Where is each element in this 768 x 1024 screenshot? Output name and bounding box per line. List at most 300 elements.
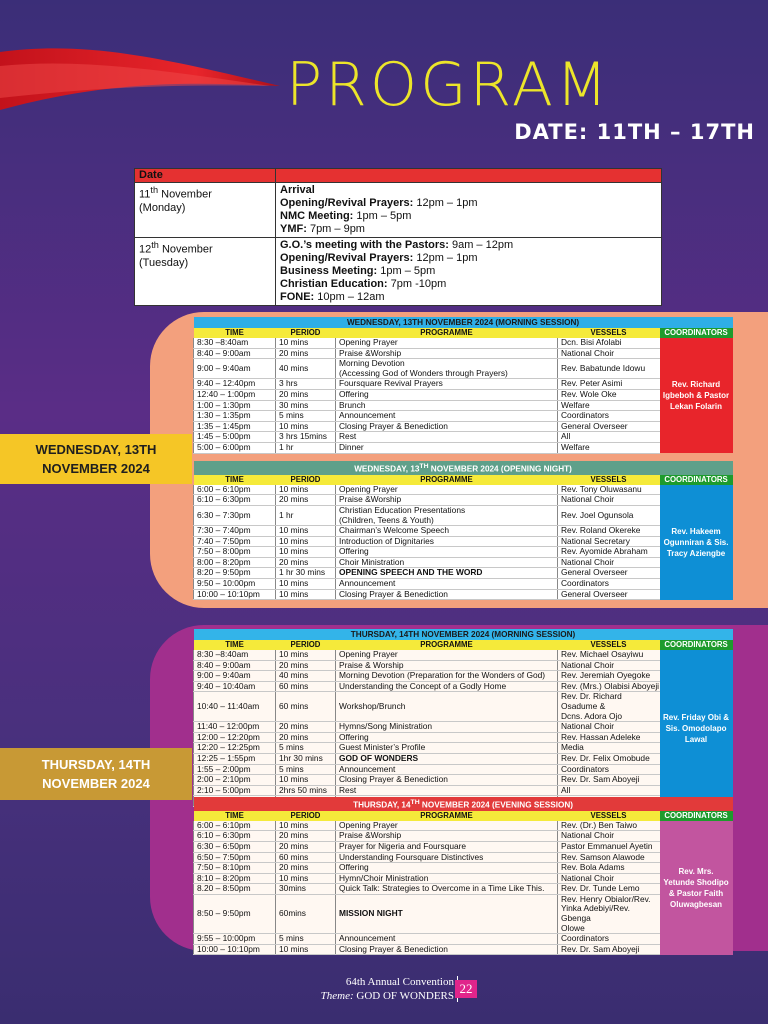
cell-period: 30 mins — [276, 400, 336, 411]
cell-time: 8:00 – 8:20pm — [194, 557, 276, 568]
cell-time: 1:00 – 1:30pm — [194, 400, 276, 411]
cell-vessels: National Choir — [558, 873, 660, 884]
day-label-line2: NOVEMBER 2024 — [42, 776, 150, 791]
arrival-date-cell — [135, 238, 276, 306]
arrival-activity-label: NMC Meeting: — [280, 210, 354, 222]
cell-vessels: Welfare — [558, 400, 660, 411]
session-banner — [194, 461, 733, 475]
column-header-programme: PROGRAMME — [336, 475, 558, 485]
arrival-activity-value: 9am – 12pm — [448, 239, 514, 251]
cell-period: 5 mins — [276, 764, 336, 775]
column-header-time: TIME — [194, 475, 276, 485]
arrival-activity-label: G.O.’s meeting with the Pastors: — [280, 239, 449, 251]
cell-time: 8:10 – 8:20pm — [194, 873, 276, 884]
table-row — [194, 442, 733, 453]
cell-time: 6:30 – 7:30pm — [194, 505, 276, 525]
arrival-activity-value: 12pm – 1pm — [413, 197, 478, 209]
arrival-activity — [280, 197, 657, 210]
cell-vessels: Coordinators — [558, 764, 660, 775]
cell-programme: MISSION NIGHT — [336, 894, 558, 933]
column-header-period: PERIOD — [276, 475, 336, 485]
cell-vessels: Rev. Tony Oluwasanu — [558, 485, 660, 495]
cell-time: 12:25 – 1:55pm — [194, 753, 276, 764]
cell-period: 20 mins — [276, 722, 336, 733]
arrival-date-sup: th — [151, 240, 159, 250]
arrival-row — [135, 238, 662, 306]
arrival-date-weekday: (Monday) — [139, 201, 186, 214]
column-header-period: PERIOD — [276, 811, 336, 821]
column-header-period: PERIOD — [276, 640, 336, 650]
cell-vessels: Media — [558, 743, 660, 754]
column-header-coordinators: COORDINATORS — [660, 328, 733, 338]
cell-time: 9:50 – 10:00pm — [194, 579, 276, 590]
table-row — [194, 400, 733, 411]
cell-programme: Offering — [336, 863, 558, 874]
cell-period: 10 mins — [276, 873, 336, 884]
arrival-body — [135, 183, 662, 306]
cell-programme: Morning Devotion (Accessing God of Wonders through Prayers) — [336, 359, 558, 379]
cell-time: 8:20 – 9:50pm — [194, 568, 276, 579]
cell-vessels: Rev. Peter Asimi — [558, 379, 660, 390]
cell-programme: Foursquare Revival Prayers — [336, 379, 558, 390]
wednesday-day-label — [0, 434, 192, 484]
arrival-activity — [280, 252, 657, 265]
session-banner — [194, 797, 733, 811]
cell-time: 6:10 – 6:30pm — [194, 495, 276, 506]
arrival-date-weekday: (Tuesday) — [139, 256, 189, 269]
table-row — [194, 732, 733, 743]
cell-period: 10 mins — [276, 944, 336, 955]
cell-period: 3 hrs 15mins — [276, 432, 336, 443]
table-row — [194, 411, 733, 422]
cell-programme: Christian Education Presentations (Children, Teens & Youth) — [336, 505, 558, 525]
cell-period: 10 mins — [276, 650, 336, 660]
table-row — [194, 873, 733, 884]
cell-time: 2:00 – 2:10pm — [194, 775, 276, 786]
cell-period: 10 mins — [276, 821, 336, 831]
cell-programme: Opening Prayer — [336, 650, 558, 660]
cell-time: 7:50 – 8:00pm — [194, 547, 276, 558]
table-row — [194, 863, 733, 874]
arrival-activity-label: YMF: — [280, 223, 307, 235]
arrival-activity-label: Arrival — [280, 184, 315, 196]
table-row — [194, 536, 733, 547]
cell-programme: Quick Talk: Strategies to Overcome in a Time Like This. — [336, 884, 558, 895]
table-row — [194, 934, 733, 945]
session-banner-pre: THURSDAY, 14 — [353, 800, 411, 810]
arrival-activity — [280, 278, 657, 291]
coordinators-cell: Rev. Mrs. Yetunde Shodipo & Pastor Faith Oluwagbesan — [660, 821, 733, 955]
cell-period: 20 mins — [276, 732, 336, 743]
arrival-date-sup: th — [150, 185, 159, 195]
table-row — [194, 389, 733, 400]
cell-vessels: Rev. Dr. Richard Osadume & Dcns. Adora Ojo — [558, 692, 660, 722]
cell-programme: Workshop/Brunch — [336, 692, 558, 722]
table-row — [194, 338, 733, 348]
cell-vessels: Dcn. Bisi Afolabi — [558, 338, 660, 348]
table-row — [194, 589, 733, 600]
cell-vessels: Rev. Wole Oke — [558, 389, 660, 400]
cell-period: 10 mins — [276, 775, 336, 786]
cell-time: 10:00 – 10:10pm — [194, 944, 276, 955]
arrival-activity — [280, 223, 657, 236]
table-row — [194, 785, 733, 796]
cell-time: 9:55 – 10:00pm — [194, 934, 276, 945]
table-row — [194, 692, 733, 722]
cell-time: 10:00 – 10:10pm — [194, 589, 276, 600]
column-header-coordinators: COORDINATORS — [660, 811, 733, 821]
cell-time: 6:30 – 6:50pm — [194, 841, 276, 852]
date-range: DATE: 11TH – 17TH — [514, 120, 755, 144]
cell-vessels: Rev. Babatunde Idowu — [558, 359, 660, 379]
cell-period: 1hr 30 mins — [276, 753, 336, 764]
arrival-date-month: November — [158, 188, 212, 201]
cell-time: 9:00 – 9:40am — [194, 359, 276, 379]
session-banner-pre: WEDNESDAY, 13 — [354, 464, 420, 474]
table-row — [194, 359, 733, 379]
cell-vessels: Coordinators — [558, 579, 660, 590]
cell-time: 12:40 – 1:00pm — [194, 389, 276, 400]
arrival-activity-value: 12pm – 1pm — [413, 252, 478, 264]
cell-vessels: General Overseer — [558, 421, 660, 432]
arrival-activity-value: 1pm – 5pm — [377, 265, 436, 277]
arrival-date-day: 11 — [139, 188, 151, 201]
column-header-row — [194, 475, 733, 485]
session-banner-post: NOVEMBER 2024 (EVENING SESSION) — [419, 800, 573, 810]
arrival-activity — [280, 210, 657, 223]
cell-vessels: National Secretary — [558, 536, 660, 547]
footer — [300, 976, 480, 1006]
cell-programme: Praise &Worship — [336, 495, 558, 506]
cell-programme: Hymns/Song Ministration — [336, 722, 558, 733]
column-header-vessels: VESSELS — [558, 328, 660, 338]
cell-vessels: Rev. (Mrs.) Olabisi Aboyeji — [558, 681, 660, 692]
cell-vessels: All — [558, 432, 660, 443]
cell-programme: Morning Devotion (Preparation for the Wonders of God) — [336, 671, 558, 682]
footer-theme-value: GOD OF WONDERS — [353, 990, 454, 1002]
column-header-time: TIME — [194, 328, 276, 338]
arrival-date-month: November — [158, 243, 213, 256]
table-row — [194, 884, 733, 895]
session-banner-row — [194, 317, 733, 328]
cell-vessels: Rev. Michael Osayiwu — [558, 650, 660, 660]
arrival-activity — [280, 265, 657, 278]
cell-programme: Prayer for Nigeria and Foursquare — [336, 841, 558, 852]
table-row — [194, 557, 733, 568]
cell-vessels: Rev. (Dr.) Ben Taiwo — [558, 821, 660, 831]
cell-time: 5:00 – 6:00pm — [194, 442, 276, 453]
cell-programme: Understanding Foursquare Distinctives — [336, 852, 558, 863]
cell-programme: Closing Prayer & Benediction — [336, 775, 558, 786]
cell-programme: Offering — [336, 389, 558, 400]
cell-period: 40 mins — [276, 359, 336, 379]
session-banner-row — [194, 797, 733, 811]
table-row — [194, 743, 733, 754]
arrival-activities-cell — [276, 183, 662, 238]
cell-vessels: Welfare — [558, 442, 660, 453]
cell-period: 20 mins — [276, 660, 336, 671]
cell-time: 8.20 – 8:50pm — [194, 884, 276, 895]
column-header-coordinators: COORDINATORS — [660, 475, 733, 485]
arrival-activity-value: 10pm – 12am — [314, 291, 385, 303]
cell-time: 8:40 – 9:00am — [194, 660, 276, 671]
cell-period: 60 mins — [276, 681, 336, 692]
cell-programme: Praise &Worship — [336, 831, 558, 842]
cell-time: 6:10 – 6:30pm — [194, 831, 276, 842]
cell-programme: Rest — [336, 432, 558, 443]
table-row — [194, 753, 733, 764]
cell-period: 10 mins — [276, 547, 336, 558]
cell-programme: Announcement — [336, 579, 558, 590]
table-row — [194, 505, 733, 525]
cell-programme: OPENING SPEECH AND THE WORD — [336, 568, 558, 579]
cell-time: 12:00 – 12:20pm — [194, 732, 276, 743]
table-row — [194, 852, 733, 863]
cell-period: 1 hr 30 mins — [276, 568, 336, 579]
table-row — [194, 650, 733, 660]
arrival-blank-header — [276, 169, 662, 183]
footer-convention: 64th Annual Convention — [345, 976, 454, 988]
cell-period: 2hrs 50 mins — [276, 785, 336, 796]
cell-time: 8:30 –8:40am — [194, 338, 276, 348]
cell-vessels: Rev. Dr. Tunde Lemo — [558, 884, 660, 895]
cell-time: 9:40 – 12:40pm — [194, 379, 276, 390]
cell-programme: Guest Minister’s Profile — [336, 743, 558, 754]
cell-period: 30mins — [276, 884, 336, 895]
cell-period: 60mins — [276, 894, 336, 933]
table-row — [194, 681, 733, 692]
column-header-vessels: VESSELS — [558, 475, 660, 485]
cell-vessels: Rev. Ayomide Abraham — [558, 547, 660, 558]
cell-programme: Rest — [336, 785, 558, 796]
cell-time: 7:30 – 7:40pm — [194, 526, 276, 537]
cell-time: 10:40 – 11:40am — [194, 692, 276, 722]
cell-programme: Hymn/Choir Ministration — [336, 873, 558, 884]
cell-vessels: National Choir — [558, 495, 660, 506]
cell-programme: Closing Prayer & Benediction — [336, 421, 558, 432]
coordinators-cell: Rev. Hakeem Ogunniran & Sis. Tracy Aziengbe — [660, 485, 733, 600]
coordinators-cell: Rev. Richard Igbeboh & Pastor Lekan Folarin — [660, 338, 733, 453]
column-header-time: TIME — [194, 811, 276, 821]
cell-programme: Understanding the Concept of a Godly Home — [336, 681, 558, 692]
day-label-line1: THURSDAY, 14TH — [41, 757, 151, 772]
table-row — [194, 432, 733, 443]
column-header-programme: PROGRAMME — [336, 328, 558, 338]
cell-programme: Praise & Worship — [336, 660, 558, 671]
arrival-activity-value: 7pm – 9pm — [306, 223, 365, 235]
cell-programme: Opening Prayer — [336, 821, 558, 831]
cell-time: 1:45 – 5:00pm — [194, 432, 276, 443]
thursday-day-label — [0, 748, 192, 800]
cell-period: 60 mins — [276, 692, 336, 722]
cell-period: 20 mins — [276, 495, 336, 506]
cell-time: 12:20 – 12:25pm — [194, 743, 276, 754]
arrival-activities-cell — [276, 238, 662, 306]
cell-time: 11:40 – 12:00pm — [194, 722, 276, 733]
cell-period: 40 mins — [276, 671, 336, 682]
cell-time: 6:50 – 7:50pm — [194, 852, 276, 863]
cell-programme: Chairman’s Welcome Speech — [336, 526, 558, 537]
cell-vessels: Rev. Roland Okereke — [558, 526, 660, 537]
cell-programme: Announcement — [336, 764, 558, 775]
session-banner-sup: TH — [410, 799, 420, 806]
column-header-programme: PROGRAMME — [336, 811, 558, 821]
schedule-table-thursday-evening — [193, 797, 733, 955]
cell-programme: Announcement — [336, 934, 558, 945]
column-header-row — [194, 328, 733, 338]
arrival-date-header: Date — [135, 169, 276, 183]
session-banner-post: NOVEMBER 2024 (OPENING NIGHT) — [428, 464, 572, 474]
cell-period: 10 mins — [276, 485, 336, 495]
cell-period: 10 mins — [276, 338, 336, 348]
cell-time: 8:50 – 9:50pm — [194, 894, 276, 933]
cell-period: 1 hr — [276, 505, 336, 525]
table-row — [194, 671, 733, 682]
table-row — [194, 660, 733, 671]
table-row — [194, 944, 733, 955]
table-row — [194, 547, 733, 558]
cell-time: 7:40 – 7:50pm — [194, 536, 276, 547]
cell-vessels: Rev. Henry Obialor/Rev. Yinka Adebiyi/Rev. Gbenga Olowe — [558, 894, 660, 933]
arrival-activity-value: 7pm -10pm — [387, 278, 447, 290]
cell-time: 2:10 – 5:00pm — [194, 785, 276, 796]
cell-period: 60 mins — [276, 852, 336, 863]
cell-vessels: General Overseer — [558, 589, 660, 600]
cell-vessels: National Choir — [558, 722, 660, 733]
cell-time: 8:40 – 9:00am — [194, 348, 276, 359]
coordinators-cell: Rev. Friday Obi & Sis. Omodolapo Lawal — [660, 650, 733, 806]
column-header-programme: PROGRAMME — [336, 640, 558, 650]
cell-vessels: Rev. Dr. Sam Aboyeji — [558, 775, 660, 786]
cell-vessels: Rev. Bola Adams — [558, 863, 660, 874]
cell-vessels: National Choir — [558, 348, 660, 359]
footer-theme — [321, 990, 454, 1002]
session-banner-sup: TH — [419, 463, 429, 470]
cell-vessels: Rev. Jeremiah Oyegoke — [558, 671, 660, 682]
schedule-table-wednesday-night — [193, 461, 733, 600]
cell-vessels: Pastor Emmanuel Ayetin — [558, 841, 660, 852]
session-banner-row — [194, 461, 733, 475]
cell-time: 1:55 – 2:00pm — [194, 764, 276, 775]
cell-time: 1:35 – 1:45pm — [194, 421, 276, 432]
cell-vessels: General Overseer — [558, 568, 660, 579]
arrival-activity — [280, 291, 657, 304]
cell-period: 20 mins — [276, 348, 336, 359]
cell-period: 5 mins — [276, 411, 336, 422]
cell-vessels: Rev. Dr. Sam Aboyeji — [558, 944, 660, 955]
cell-vessels: Rev. Dr. Felix Omobude — [558, 753, 660, 764]
cell-programme: GOD OF WONDERS — [336, 753, 558, 764]
column-header-coordinators: COORDINATORS — [660, 640, 733, 650]
cell-programme: Closing Prayer & Benediction — [336, 944, 558, 955]
cell-period: 10 mins — [276, 421, 336, 432]
cell-period: 3 hrs — [276, 379, 336, 390]
arrival-activity-label: FONE: — [280, 291, 315, 303]
table-row — [194, 579, 733, 590]
arrival-date-cell — [135, 183, 276, 238]
column-header-period: PERIOD — [276, 328, 336, 338]
arrival-header-row — [135, 169, 662, 183]
cell-vessels: Coordinators — [558, 934, 660, 945]
table-row — [194, 894, 733, 933]
cell-programme: Praise &Worship — [336, 348, 558, 359]
arrival-table — [134, 168, 662, 306]
day-label-line1: WEDNESDAY, 13TH — [35, 442, 157, 457]
day-label-line2: NOVEMBER 2024 — [42, 461, 150, 476]
table-row — [194, 831, 733, 842]
cell-period: 20 mins — [276, 557, 336, 568]
schedule-table-wednesday-morning — [193, 317, 733, 454]
arrival-activity-label: Opening/Revival Prayers: — [280, 252, 414, 264]
cell-vessels: All — [558, 785, 660, 796]
cell-time: 8:30 –8:40am — [194, 650, 276, 660]
cell-programme: Announcement — [336, 411, 558, 422]
arrival-activity — [280, 184, 657, 197]
cell-period: 10 mins — [276, 589, 336, 600]
cell-time: 9:40 – 10:40am — [194, 681, 276, 692]
cell-period: 10 mins — [276, 536, 336, 547]
table-row — [194, 495, 733, 506]
arrival-activity-label: Business Meeting: — [280, 265, 378, 277]
schedule-table-thursday-morning — [193, 629, 733, 807]
cell-vessels: Rev. Samson Alawode — [558, 852, 660, 863]
cell-period: 20 mins — [276, 841, 336, 852]
page-title: PROGRAM — [286, 50, 611, 120]
cell-vessels: National Choir — [558, 557, 660, 568]
table-row — [194, 841, 733, 852]
cell-time: 1:30 – 1:35pm — [194, 411, 276, 422]
cell-period: 20 mins — [276, 831, 336, 842]
session-banner-row — [194, 629, 733, 640]
column-header-row — [194, 811, 733, 821]
cell-programme: Offering — [336, 732, 558, 743]
cell-period: 5 mins — [276, 743, 336, 754]
cell-programme: Opening Prayer — [336, 338, 558, 348]
cell-time: 9:00 – 9:40am — [194, 671, 276, 682]
cell-period: 10 mins — [276, 579, 336, 590]
cell-time: 7:50 – 8:10pm — [194, 863, 276, 874]
cell-period: 20 mins — [276, 863, 336, 874]
cell-programme: Opening Prayer — [336, 485, 558, 495]
page-number: 22 — [455, 980, 477, 998]
table-row — [194, 485, 733, 495]
arrival-activity-label: Christian Education: — [280, 278, 388, 290]
arrival-row — [135, 183, 662, 238]
session-banner: WEDNESDAY, 13TH NOVEMBER 2024 (MORNING SESSION) — [194, 317, 733, 328]
cell-programme: Offering — [336, 547, 558, 558]
table-row — [194, 821, 733, 831]
table-row — [194, 568, 733, 579]
table-row — [194, 526, 733, 537]
cell-programme: Brunch — [336, 400, 558, 411]
cell-time: 6:00 – 6:10pm — [194, 485, 276, 495]
cell-vessels: National Choir — [558, 660, 660, 671]
column-header-time: TIME — [194, 640, 276, 650]
cell-programme: Introduction of Dignitaries — [336, 536, 558, 547]
cell-period: 20 mins — [276, 389, 336, 400]
table-row — [194, 722, 733, 733]
table-row — [194, 348, 733, 359]
cell-programme: Closing Prayer & Benediction — [336, 589, 558, 600]
cell-vessels: Coordinators — [558, 411, 660, 422]
red-ribbon-decoration — [0, 40, 300, 120]
arrival-activity-value: 1pm – 5pm — [353, 210, 412, 222]
cell-vessels: Rev. Hassan Adeleke — [558, 732, 660, 743]
arrival-date-day: 12 — [139, 243, 152, 256]
cell-programme: Choir Ministration — [336, 557, 558, 568]
arrival-activity — [280, 239, 657, 252]
cell-vessels: Rev. Joel Ogunsola — [558, 505, 660, 525]
